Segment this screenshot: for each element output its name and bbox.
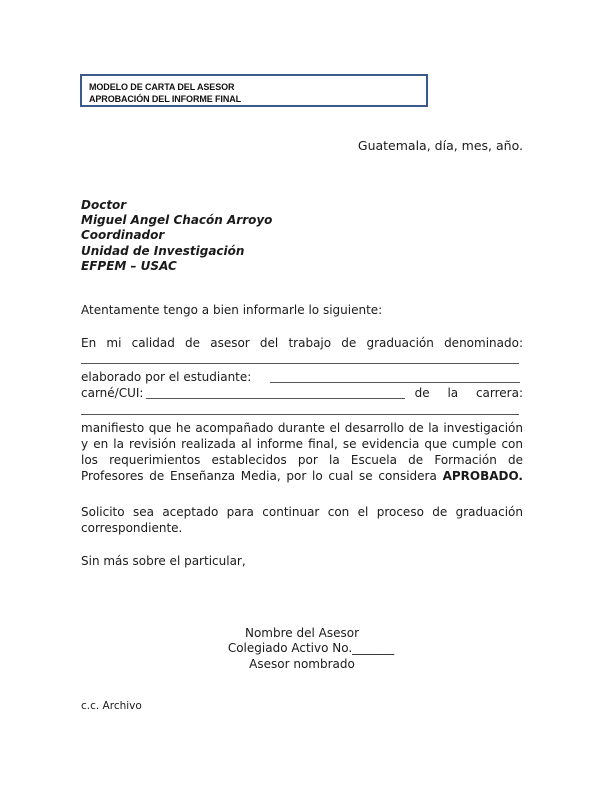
header-subtitle: APROBACIÓN DEL INFORME FINAL [89,94,242,104]
recipient-position: Coordinador [81,228,165,243]
advisor-registration: Colegiado Activo No._______ [227,641,395,656]
work-title-blank-line [81,363,519,364]
student-name-blank-line [270,382,520,383]
career-blank-line [81,414,519,415]
header-title: MODELO DE CARTA DEL ASESOR [89,82,235,92]
work-intro-line: En mi calidad de asesor del trabajo de graduación denominado: [81,336,523,350]
statement-text: manifiesto que he acompañado durante el desarrollo de la investigación y en la revisión realizada al informe final, se evidencia que cumple con los requerimientos establecidos por la Escuela de Formación de Profesores de Enseñanza Media, por lo cual se considera [81,421,523,483]
advisor-name: Nombre del Asesor [244,626,359,640]
cc-archive: c.c. Archivo [81,700,142,712]
recipient-unit: Unidad de Investigación [81,243,245,258]
closing-line: Sin más sobre el particular, [81,554,246,568]
id-blank-line [146,398,405,399]
student-label: elaborado por el estudiante: [81,370,252,384]
letter-header-box [80,74,428,107]
recipient-block [81,198,272,274]
student-row [81,370,523,386]
id-label: carné/CUI: [81,386,144,400]
approved-label: APROBADO. [442,469,523,483]
career-label: de la carrera: [414,386,523,400]
recipient-title: Doctor [81,198,127,212]
recipient-name: Miguel Angel Chacón Arroyo [81,213,273,228]
greeting-paragraph: Atentamente tengo a bien informarle lo siguiente: [81,303,383,317]
statement-paragraph [81,420,523,484]
advisor-role: Asesor nombrado [249,656,355,671]
recipient-institution: EFPEM – USAC [81,258,177,273]
place-date: Guatemala, día, mes, año. [357,138,523,153]
signature-block [0,626,604,672]
id-career-row [81,386,523,402]
request-paragraph: Solicito sea aceptado para continuar con el proceso de graduación correspondiente. [81,505,523,535]
